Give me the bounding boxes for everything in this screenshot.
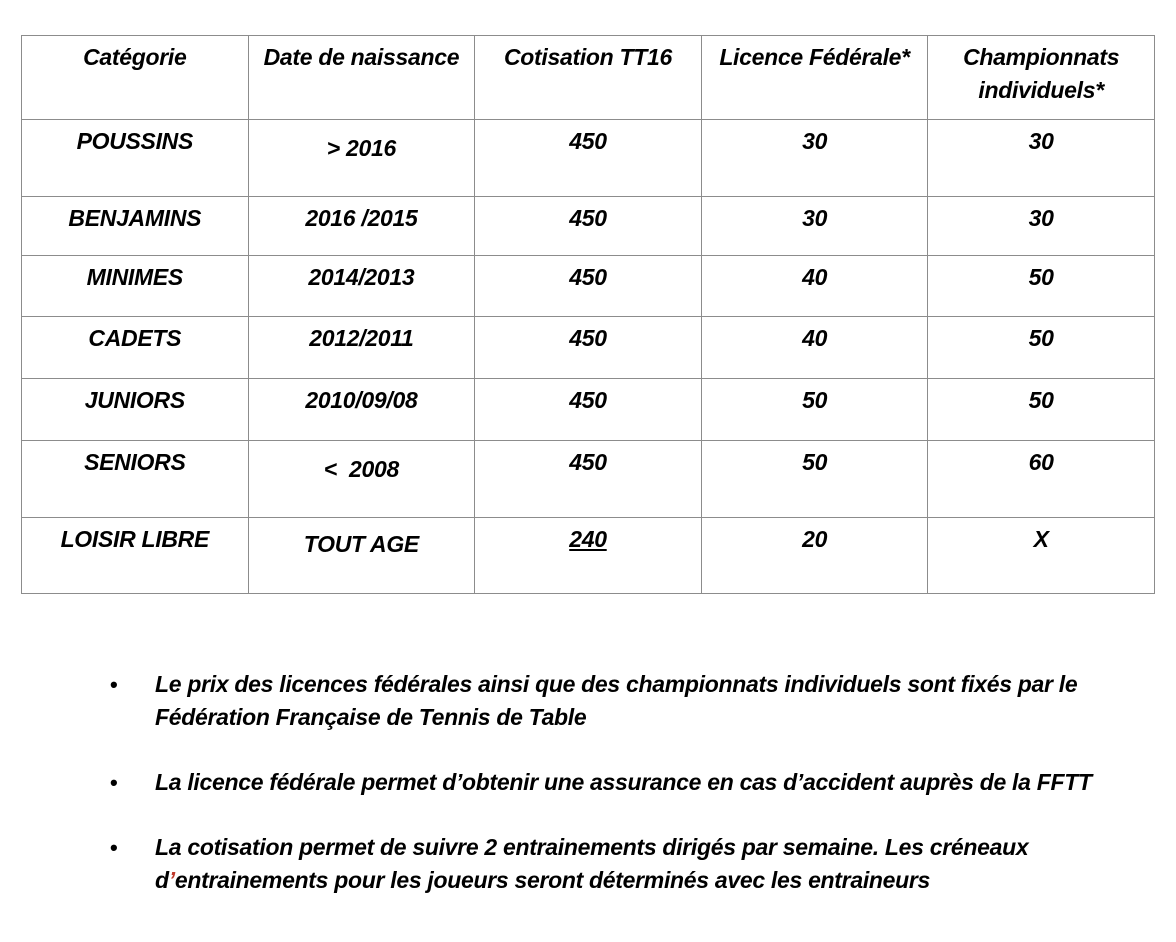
cell-categorie: LOISIR LIBRE bbox=[22, 518, 249, 594]
cell-licence: 40 bbox=[701, 317, 928, 379]
cell-cotisation: 450 bbox=[475, 379, 702, 441]
notes-list bbox=[110, 668, 1150, 929]
note-licence-price bbox=[110, 668, 1150, 734]
note-text-part2: entrainements pour les joueurs seront déterminés avec les entraineurs bbox=[174, 867, 931, 893]
cell-licence: 50 bbox=[701, 379, 928, 441]
cell-date: 2014/2013 bbox=[248, 256, 475, 317]
cell-licence: 40 bbox=[701, 256, 928, 317]
cell-championnats: 50 bbox=[928, 317, 1155, 379]
cell-championnats: 60 bbox=[928, 441, 1155, 518]
cell-championnats: 50 bbox=[928, 256, 1155, 317]
pricing-table bbox=[21, 35, 1155, 594]
bullet-icon: • bbox=[110, 835, 118, 860]
table-row bbox=[22, 441, 1155, 518]
table-row bbox=[22, 518, 1155, 594]
cell-licence: 30 bbox=[701, 197, 928, 256]
cell-date: > 2016 bbox=[248, 120, 475, 197]
cell-cotisation: 240 bbox=[475, 518, 702, 594]
note-apostrophe: ’ bbox=[168, 867, 175, 893]
cell-championnats: 30 bbox=[928, 197, 1155, 256]
cell-date: 2010/09/08 bbox=[248, 379, 475, 441]
cell-championnats: X bbox=[928, 518, 1155, 594]
cell-categorie: SENIORS bbox=[22, 441, 249, 518]
cell-cotisation: 450 bbox=[475, 120, 702, 197]
cell-cotisation: 450 bbox=[475, 197, 702, 256]
bullet-icon: • bbox=[110, 672, 118, 697]
note-text bbox=[155, 834, 1028, 893]
table-row bbox=[22, 120, 1155, 197]
note-licence-insurance bbox=[110, 766, 1150, 799]
cell-categorie: CADETS bbox=[22, 317, 249, 379]
cell-categorie: JUNIORS bbox=[22, 379, 249, 441]
cell-championnats: 30 bbox=[928, 120, 1155, 197]
cell-categorie: POUSSINS bbox=[22, 120, 249, 197]
cell-licence: 20 bbox=[701, 518, 928, 594]
cell-cotisation: 450 bbox=[475, 256, 702, 317]
note-text: Le prix des licences fédérales ainsi que des championnats individuels sont fixés par le Fédération Française de Tennis de Table bbox=[155, 671, 1078, 730]
bullet-icon: • bbox=[110, 770, 118, 795]
cell-date: TOUT AGE bbox=[248, 518, 475, 594]
note-text: La licence fédérale permet d’obtenir une assurance en cas d’accident auprès de la FFTT bbox=[155, 769, 1092, 795]
cell-licence: 50 bbox=[701, 441, 928, 518]
cell-date: < 2008 bbox=[248, 441, 475, 518]
table-header-row bbox=[22, 36, 1155, 120]
note-cotisation-training bbox=[110, 831, 1150, 897]
note-text-part1: La cotisation permet de suivre 2 entrainements dirigés par semaine. Les créneaux d bbox=[155, 834, 1029, 893]
cell-categorie: BENJAMINS bbox=[22, 197, 249, 256]
table-row bbox=[22, 256, 1155, 317]
cell-date: 2012/2011 bbox=[248, 317, 475, 379]
cell-date: 2016 /2015 bbox=[248, 197, 475, 256]
cell-cotisation: 450 bbox=[475, 441, 702, 518]
cell-championnats: 50 bbox=[928, 379, 1155, 441]
cell-cotisation: 450 bbox=[475, 317, 702, 379]
table-row bbox=[22, 379, 1155, 441]
header-championnats: Championnats individuels* bbox=[928, 36, 1155, 120]
cell-categorie: MINIMES bbox=[22, 256, 249, 317]
header-categorie: Catégorie bbox=[22, 36, 249, 120]
table-row bbox=[22, 197, 1155, 256]
header-cotisation: Cotisation TT16 bbox=[475, 36, 702, 120]
table-row bbox=[22, 317, 1155, 379]
header-licence: Licence Fédérale* bbox=[701, 36, 928, 120]
header-date-naissance: Date de naissance bbox=[248, 36, 475, 120]
cell-licence: 30 bbox=[701, 120, 928, 197]
